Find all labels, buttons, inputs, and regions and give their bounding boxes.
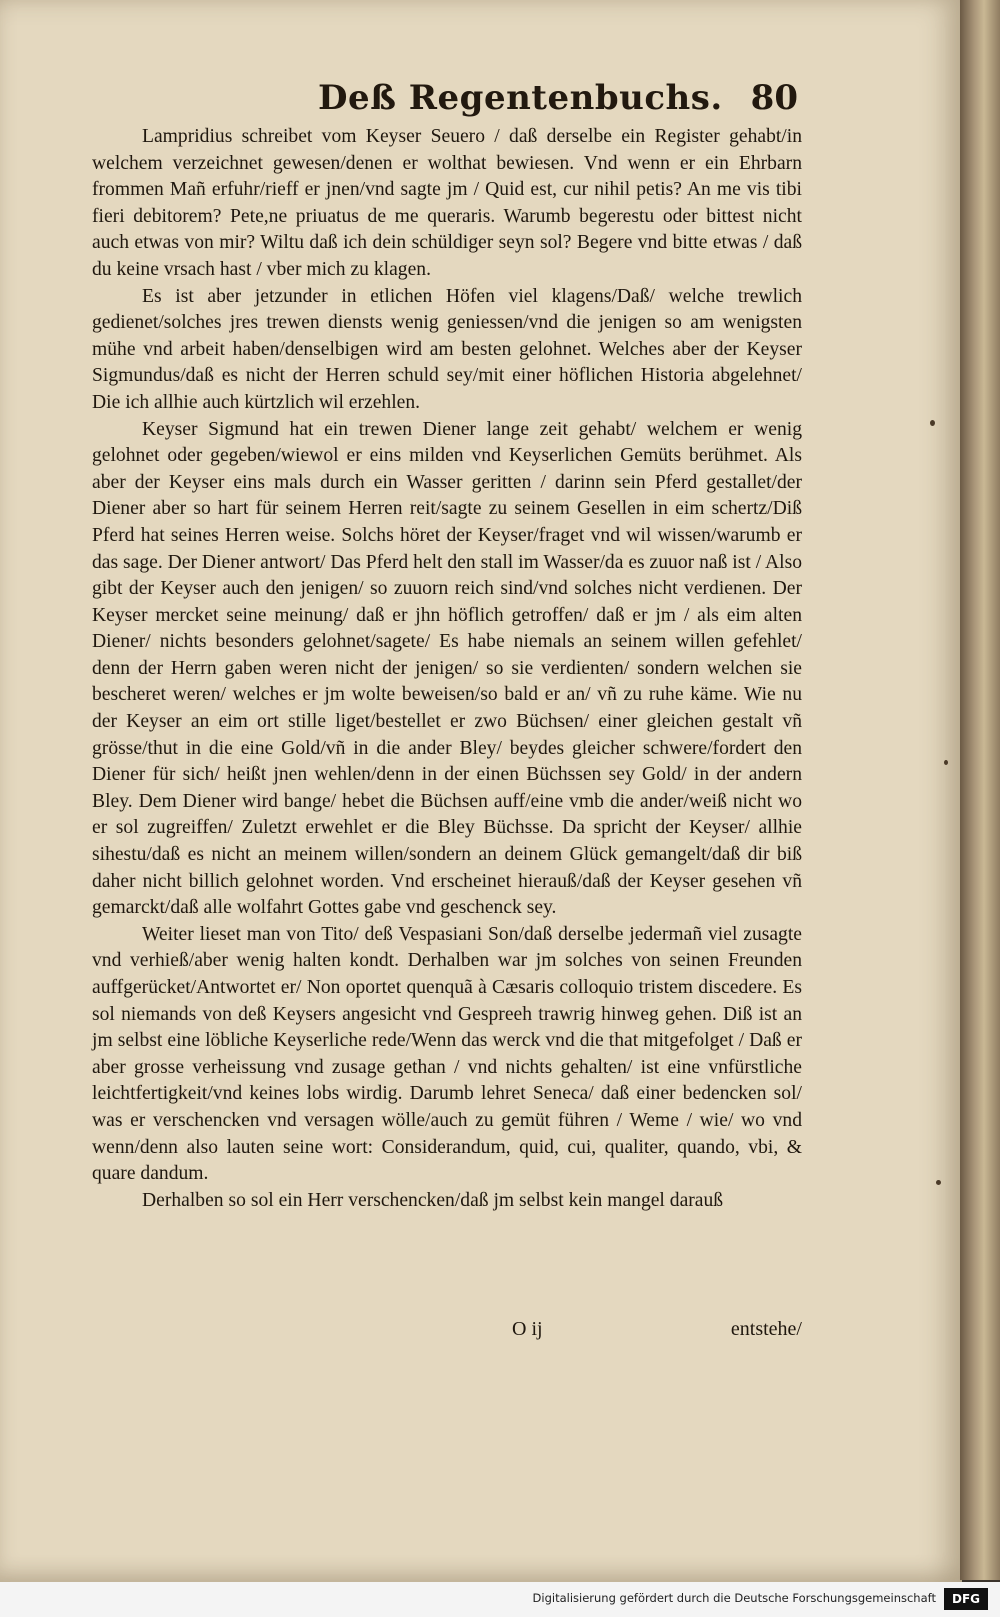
body-text bbox=[92, 124, 802, 1214]
paragraph: Keyser Sigmund hat ein trewen Diener lange zeit gehabt/ welchem er wenig gelohnet oder gegeben/wiewol er eins milden vnd Keyserlichen Gemüts berühmet. Als aber der Keyser eins mals durch ein Wasser geritten / darinn sein Pferd gestallet/der Diener aber so hart für seinem Herren reit/sagte zu seinem Gesellen in eim schertz/Diß Pferd hat seines Herren weise. Solchs höret der Keyser/fraget vnd wil wissen/warumb er das sage. Der Diener antwort/ Das Pferd helt den stall im Wasser/da es zuuor naß ist / Also gibt der Keyser auch den jenigen/ so zuuorn reich sind/vnd solches nicht verdienen. Der Keyser mercket seine meinung/ daß er jhn höflich getroffen/ daß er jm / als eim alten Diener/ nichts besonders gelohnet/sagete/ Es habe niemals an seinem willen gefehlet/ denn der Herrn gaben weren nicht der jenigen/ so sie verdienten/ sondern welchen sie bescheret weren/ welches er jm wolte beweisen/so bald er an/ vñ zu ruhe käme. Wie nu der Keyser an eim ort stille liget/bestellet er zwo Büchsen/ einer gleichen gestalt vñ grösse/thut in die eine Gold/vñ in die ander Bley/ beydes gleicher schwere/fordert den Diener für sich/ heißt jnen wehlen/denn in der einen Büchssen sey Gold/ in der andern Bley. Dem Diener wird bange/ hebet die Büchsen auff/eine vmb die ander/weiß nicht wo er sol zugreiffen/ Zuletzt erwehlet er die Bley Büchsse. Da spricht der Keyser/ allhie sihestu/daß es nicht an meinem willen/sondern an deinem Glück gemangelt/daß dir biß daher nicht billich gelohnet worden. Vnd erscheinet hierauß/daß der Keyser gesehen vñ gemarckt/daß alle wolfahrt Gottes gabe vnd geschenck sey. bbox=[92, 418, 802, 919]
paper-defect bbox=[944, 760, 948, 765]
paragraph: Lampridius schreibet vom Keyser Seuero / daß derselbe ein Register gehabt/in welchem verzeichnet gewesen/denen er wolthat bewiesen. Vnd wenn er ein Ehrbarn frommen Mañ erfuhr/rieff er jnen/vnd sagte jm / Quid est, cur nihil petis? An me vis tibi fieri debitorem? Pete,ne priuatus de me queraris. Warumb begerestu oder bittest nicht auch etwas von mir? Wiltu daß ich dein schüldiger seyn sol? Begere vnd bitte etwas / daß du keine vrsach hast / vber mich zu klagen. bbox=[92, 126, 802, 280]
catchword: entstehe/ bbox=[730, 1318, 802, 1340]
paper-defect bbox=[930, 420, 935, 426]
page-foot bbox=[92, 1318, 802, 1346]
paragraph: Weiter lieset man von Tito/ deß Vespasiani Son/daß derselbe jedermañ viel zusagte vnd verhieß/aber wenig halten kondt. Derhalben war jm solches von seinen Freunden auffgerücket/Antwortet er/ Non oportet quenquã à Cæsaris colloquio tristem discedere. Es sol niemands von deß Keysers angesicht vnd Gespreeh trawrig hinweg gehen. Diß ist an jm selbst eine löbliche Keyserliche rede/Wenn das werck vnd die that mitgefolget / Daß er aber grosse verheissung vnd zusage gethan / vnd nichts gehalten/ ist eine vnfürstliche leichtfertigkeit/vnd keines lobs wirdig. Darumb lehret Seneca/ daß einer bedencken sol/ was er verschencken vnd versagen wölle/auch zu gemüt führen / Weme / wie/ wo vnd wenn/denn also lauten seine wort: Considerandum, quid, cui, qualiter, quando, vbi, & quare dandum. bbox=[92, 923, 802, 1185]
digitization-credit: Digitalisierung gefördert durch die Deutsche Forschungsgemeinschaft bbox=[532, 1591, 936, 1605]
footer-bar bbox=[0, 1582, 1000, 1617]
dfg-logo: DFG bbox=[944, 1588, 988, 1610]
page-number: 80 bbox=[750, 78, 798, 118]
running-title: Deß Regentenbuchs. bbox=[318, 78, 723, 118]
paragraph: Derhalben so sol ein Herr verschencken/daß jm selbst kein mangel darauß bbox=[142, 1189, 724, 1211]
paragraph: Es ist aber jetzunder in etlichen Höfen viel klagens/Daß/ welche trewlich gedienet/solches jres trewen diensts wenig geniessen/vnd die jenigen so am wenigsten mühe vnd arbeit haben/denselbigen wird am besten gelohnet. Welches aber der Keyser Sigmundus/daß es nicht der Herren schuld sey/mit einer höflichen Historia abgelehnet/ Die ich allhie auch kürtzlich wil erzehlen. bbox=[92, 285, 802, 413]
book-edge bbox=[960, 0, 1000, 1580]
signature-mark: O ij bbox=[512, 1318, 543, 1340]
paper-defect bbox=[936, 1180, 941, 1185]
page-header bbox=[318, 78, 798, 122]
